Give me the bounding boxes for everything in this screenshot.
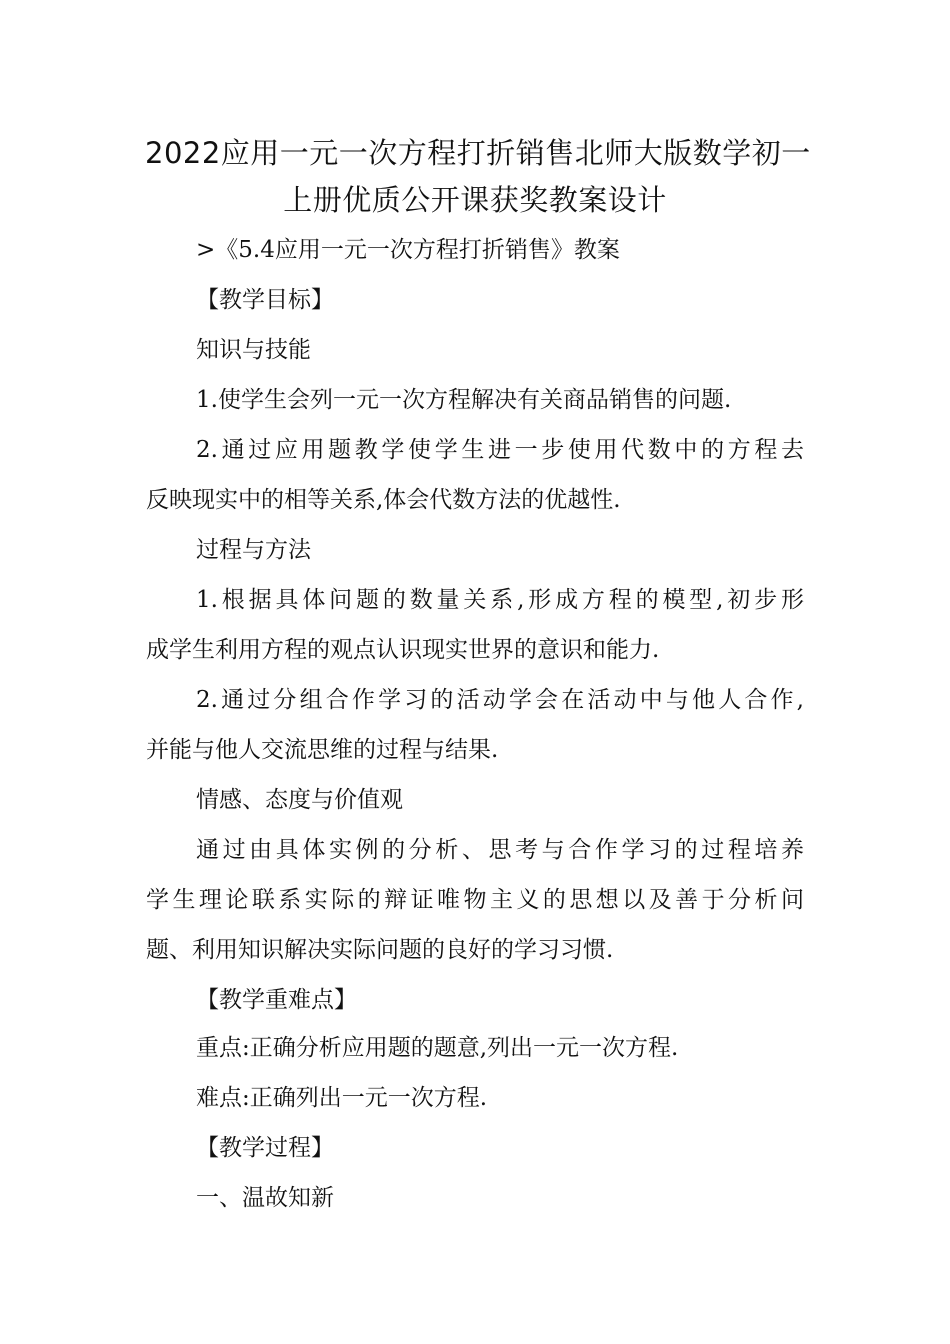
document-title-line-2: 上册优质公开课获奖教案设计 [283,183,667,217]
knowledge-item-2-line-2: 反映现实中的相等关系,体会代数方法的优越性. [146,487,621,513]
subheading-emotion-values: 情感、态度与价值观 [196,787,403,813]
key-point: 重点:正确分析应用题的题意,列出一元一次方程. [196,1035,679,1061]
section-heading-objectives: 【教学目标】 [196,287,334,313]
document-title-line-1: 2022应用一元一次方程打折销售北师大版数学初一 [145,136,811,170]
subheading-process-methods: 过程与方法 [196,537,311,563]
section-heading-teaching-process: 【教学过程】 [196,1135,334,1161]
lesson-subtitle: >《5.4应用一元一次方程打折销售》教案 [196,237,620,263]
knowledge-item-2-line-1: 2.通过应用题教学使学生进一步使用代数中的方程去 [196,437,804,463]
difficult-point: 难点:正确列出一元一次方程. [196,1085,488,1111]
process-item-1-line-2: 成学生利用方程的观点认识现实世界的意识和能力. [146,637,660,663]
emotion-paragraph-line-3: 题、利用知识解决实际问题的良好的学习习惯. [146,937,614,963]
process-item-2-line-2: 并能与他人交流思维的过程与结果. [146,737,499,763]
process-item-1-line-1: 1.根据具体问题的数量关系,形成方程的模型,初步形 [196,587,804,613]
process-item-2-line-1: 2.通过分组合作学习的活动学会在活动中与他人合作, [196,687,804,713]
subheading-knowledge-skills: 知识与技能 [196,337,311,363]
process-step-1: 一、温故知新 [196,1185,334,1211]
knowledge-item-1: 1.使学生会列一元一次方程解决有关商品销售的问题. [196,387,732,413]
section-heading-key-points: 【教学重难点】 [196,987,357,1013]
emotion-paragraph-line-2: 学生理论联系实际的辩证唯物主义的思想以及善于分析问 [146,887,804,913]
emotion-paragraph-line-1: 通过由具体实例的分析、思考与合作学习的过程培养 [196,837,804,863]
